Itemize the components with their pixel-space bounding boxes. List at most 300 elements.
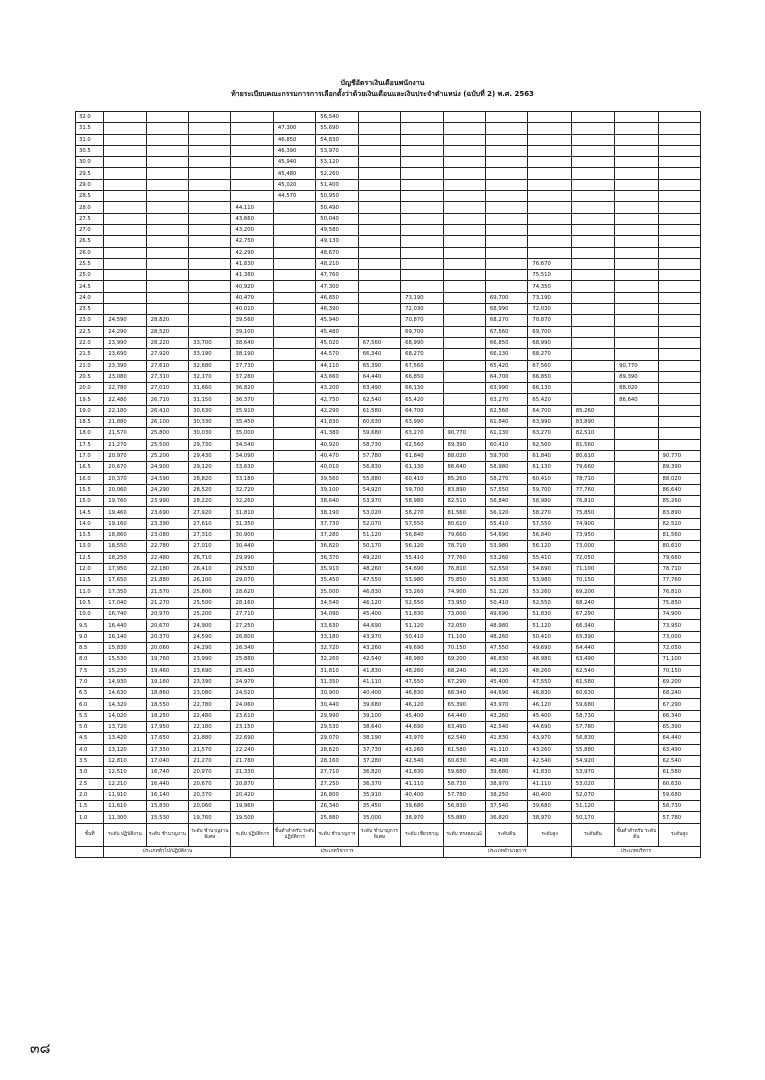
salary-cell: [615, 405, 658, 416]
salary-cell: 63,990: [401, 417, 443, 428]
salary-cell: 71,100: [658, 654, 700, 665]
salary-cell: 68,990: [485, 304, 527, 315]
salary-cell: 22,690: [231, 733, 273, 744]
salary-cell: [443, 236, 485, 247]
table-row: [76, 304, 701, 315]
table-row: [76, 428, 701, 439]
salary-cell: [231, 191, 273, 202]
salary-cell: [231, 123, 273, 134]
salary-cell: 41,830: [528, 767, 571, 778]
salary-cell: 46,830: [401, 688, 443, 699]
salary-cell: 17,650: [146, 733, 188, 744]
salary-cell: 21,270: [189, 755, 231, 766]
salary-cell: 24,290: [189, 642, 231, 653]
salary-cell: [273, 450, 315, 461]
salary-cell: [528, 213, 571, 224]
salary-cell: 46,830: [358, 586, 400, 597]
step-cell: 17.0: [76, 450, 104, 461]
salary-cell: 47,550: [528, 676, 571, 687]
salary-cell: [615, 213, 658, 224]
table-row: [76, 191, 701, 202]
salary-cell: [273, 518, 315, 529]
salary-cell: 68,240: [658, 688, 700, 699]
salary-cell: 68,240: [571, 597, 614, 608]
table-row: [76, 417, 701, 428]
salary-cell: 40,400: [358, 688, 400, 699]
salary-cell: [273, 767, 315, 778]
salary-cell: 59,680: [358, 428, 400, 439]
salary-cell: 68,240: [443, 665, 485, 676]
salary-cell: 17,040: [104, 597, 146, 608]
salary-cell: [615, 473, 658, 484]
table-row: [76, 281, 701, 292]
salary-cell: 70,150: [658, 665, 700, 676]
salary-cell: [443, 304, 485, 315]
salary-cell: [401, 224, 443, 235]
salary-cell: 30,330: [189, 417, 231, 428]
salary-cell: 72,050: [658, 642, 700, 653]
step-cell: 9.0: [76, 631, 104, 642]
salary-cell: 75,510: [528, 270, 571, 281]
salary-cell: 19,460: [104, 507, 146, 518]
salary-cell: 25,500: [189, 597, 231, 608]
salary-cell: 51,120: [358, 529, 400, 540]
column-header: ระดับต้น: [571, 823, 614, 846]
salary-cell: 40,470: [231, 292, 273, 303]
salary-cell: 82,510: [658, 518, 700, 529]
salary-cell: 58,730: [571, 710, 614, 721]
salary-cell: 47,550: [485, 642, 527, 653]
salary-cell: 20,060: [146, 642, 188, 653]
salary-cell: 62,540: [358, 394, 400, 405]
salary-cell: [485, 224, 527, 235]
salary-cell: 28,160: [316, 755, 358, 766]
salary-cell: 90,770: [615, 360, 658, 371]
salary-cell: 11,300: [104, 812, 146, 823]
salary-cell: 69,700: [528, 326, 571, 337]
salary-cell: [571, 360, 614, 371]
salary-cell: [231, 179, 273, 190]
salary-cell: 65,420: [401, 394, 443, 405]
salary-cell: [615, 112, 658, 123]
salary-cell: [615, 134, 658, 145]
salary-cell: 40,470: [316, 450, 358, 461]
salary-cell: [104, 292, 146, 303]
group-director: ประเภทอำนวยการ: [443, 846, 571, 857]
salary-cell: 48,980: [401, 654, 443, 665]
table-row: [76, 609, 701, 620]
salary-cell: [615, 270, 658, 281]
salary-cell: 61,130: [485, 428, 527, 439]
salary-cell: 23,690: [104, 349, 146, 360]
salary-cell: 56,840: [401, 529, 443, 540]
salary-cell: 22,180: [104, 405, 146, 416]
salary-cell: 26,800: [231, 631, 273, 642]
salary-cell: [189, 191, 231, 202]
salary-cell: [658, 168, 700, 179]
salary-cell: [273, 394, 315, 405]
salary-cell: 45,020: [273, 179, 315, 190]
salary-cell: 45,480: [316, 326, 358, 337]
table-row: [76, 541, 701, 552]
salary-cell: 21,880: [189, 733, 231, 744]
salary-cell: [485, 247, 527, 258]
salary-cell: [358, 258, 400, 269]
salary-cell: 36,370: [231, 394, 273, 405]
salary-cell: 81,560: [571, 439, 614, 450]
salary-cell: [571, 224, 614, 235]
salary-cell: 29,530: [231, 563, 273, 574]
salary-cell: [615, 439, 658, 450]
salary-cell: 70,150: [571, 575, 614, 586]
salary-cell: [443, 213, 485, 224]
salary-cell: 45,020: [316, 337, 358, 348]
salary-cell: 34,090: [231, 450, 273, 461]
salary-cell: 28,620: [231, 586, 273, 597]
salary-cell: 58,730: [443, 778, 485, 789]
salary-cell: 42,290: [316, 405, 358, 416]
salary-cell: 43,260: [401, 744, 443, 755]
salary-cell: [104, 191, 146, 202]
salary-cell: 44,690: [358, 620, 400, 631]
document-title: บัญชีอัตราเงินเดือนพนักงาน: [340, 79, 425, 87]
salary-cell: 85,260: [658, 496, 700, 507]
salary-cell: 66,130: [485, 349, 527, 360]
salary-cell: 44,690: [401, 722, 443, 733]
salary-cell: 69,200: [658, 676, 700, 687]
salary-cell: 20,370: [189, 789, 231, 800]
salary-cell: 16,440: [104, 620, 146, 631]
salary-cell: [358, 247, 400, 258]
salary-cell: 27,010: [189, 541, 231, 552]
salary-table-body: [76, 112, 701, 824]
salary-cell: 76,810: [443, 563, 485, 574]
salary-cell: [231, 157, 273, 168]
salary-cell: 38,970: [528, 812, 571, 823]
salary-cell: [615, 326, 658, 337]
salary-cell: 43,200: [231, 224, 273, 235]
salary-cell: [658, 428, 700, 439]
salary-cell: 18,860: [104, 529, 146, 540]
salary-cell: [615, 281, 658, 292]
salary-cell: 73,190: [401, 292, 443, 303]
salary-cell: [485, 157, 527, 168]
salary-cell: [358, 224, 400, 235]
salary-cell: 65,390: [658, 722, 700, 733]
salary-cell: [104, 224, 146, 235]
salary-cell: [273, 439, 315, 450]
salary-cell: 32,720: [316, 642, 358, 653]
salary-cell: 61,580: [358, 405, 400, 416]
salary-cell: 45,400: [358, 609, 400, 620]
salary-cell: 51,120: [401, 620, 443, 631]
salary-cell: 64,440: [358, 371, 400, 382]
column-header: ระดับสูง: [528, 823, 571, 846]
salary-cell: 59,700: [485, 450, 527, 461]
salary-cell: 38,970: [401, 812, 443, 823]
salary-cell: [485, 236, 527, 247]
step-cell: 11.5: [76, 575, 104, 586]
salary-cell: 72,030: [528, 304, 571, 315]
salary-cell: 49,690: [528, 642, 571, 653]
salary-cell: 79,660: [571, 462, 614, 473]
salary-cell: 12,510: [104, 767, 146, 778]
salary-cell: 34,540: [231, 439, 273, 450]
salary-cell: 54,690: [485, 529, 527, 540]
salary-cell: [146, 168, 188, 179]
table-row: [76, 563, 701, 574]
salary-cell: 68,990: [401, 337, 443, 348]
salary-cell: 43,200: [316, 383, 358, 394]
salary-cell: 82,510: [571, 428, 614, 439]
salary-cell: 49,580: [316, 224, 358, 235]
salary-cell: [146, 236, 188, 247]
salary-cell: 18,250: [104, 552, 146, 563]
salary-cell: 30,030: [189, 428, 231, 439]
step-cell: 22.5: [76, 326, 104, 337]
salary-cell: 60,630: [358, 417, 400, 428]
salary-cell: 16,740: [146, 767, 188, 778]
salary-cell: 56,830: [358, 462, 400, 473]
salary-cell: 37,280: [358, 755, 400, 766]
table-row: [76, 112, 701, 123]
salary-cell: [615, 676, 658, 687]
table-row: [76, 473, 701, 484]
salary-cell: 56,120: [401, 541, 443, 552]
salary-cell: [485, 145, 527, 156]
salary-cell: 15,230: [104, 665, 146, 676]
table-row: [76, 157, 701, 168]
salary-cell: 35,910: [358, 789, 400, 800]
salary-cell: 28,820: [146, 315, 188, 326]
salary-cell: 54,830: [316, 134, 358, 145]
salary-cell: 29,530: [316, 722, 358, 733]
salary-cell: [571, 168, 614, 179]
table-row: [76, 767, 701, 778]
salary-cell: 39,680: [528, 801, 571, 812]
table-row: [76, 326, 701, 337]
salary-cell: 83,890: [658, 507, 700, 518]
salary-cell: [273, 575, 315, 586]
salary-cell: 80,610: [658, 541, 700, 552]
salary-cell: [273, 552, 315, 563]
salary-cell: 24,520: [231, 688, 273, 699]
salary-cell: [658, 360, 700, 371]
salary-cell: [189, 213, 231, 224]
salary-cell: [104, 112, 146, 123]
salary-cell: 73,000: [658, 631, 700, 642]
salary-cell: 48,210: [316, 258, 358, 269]
salary-cell: [615, 518, 658, 529]
salary-cell: [358, 145, 400, 156]
table-row: [76, 394, 701, 405]
salary-cell: [528, 191, 571, 202]
salary-cell: [658, 349, 700, 360]
salary-cell: [528, 236, 571, 247]
salary-cell: 82,510: [443, 496, 485, 507]
salary-cell: 78,710: [571, 473, 614, 484]
salary-cell: 74,900: [571, 518, 614, 529]
salary-cell: 55,690: [316, 123, 358, 134]
salary-cell: [615, 710, 658, 721]
salary-cell: 53,970: [571, 767, 614, 778]
salary-cell: [571, 191, 614, 202]
salary-cell: [443, 270, 485, 281]
salary-cell: [104, 258, 146, 269]
salary-cell: 68,990: [528, 337, 571, 348]
salary-cell: [401, 236, 443, 247]
salary-cell: 23,990: [104, 337, 146, 348]
salary-cell: 61,840: [401, 450, 443, 461]
salary-cell: 59,700: [401, 484, 443, 495]
salary-cell: 39,100: [231, 326, 273, 337]
salary-cell: [273, 281, 315, 292]
salary-cell: 17,950: [104, 563, 146, 574]
step-cell: 31.5: [76, 123, 104, 134]
salary-cell: [146, 304, 188, 315]
salary-cell: 55,410: [485, 518, 527, 529]
salary-cell: 16,740: [104, 609, 146, 620]
salary-cell: 70,150: [443, 642, 485, 653]
salary-cell: 26,340: [316, 801, 358, 812]
salary-cell: 21,880: [104, 417, 146, 428]
column-header: ระดับ ทรงคุณวุฒิ: [443, 823, 485, 846]
salary-cell: [615, 812, 658, 823]
salary-cell: 28,620: [316, 744, 358, 755]
salary-cell: 23,080: [146, 529, 188, 540]
salary-cell: 63,490: [358, 383, 400, 394]
salary-cell: 53,120: [316, 157, 358, 168]
salary-cell: 59,680: [443, 767, 485, 778]
salary-cell: 48,260: [485, 631, 527, 642]
step-cell: 26.0: [76, 247, 104, 258]
step-cell: 11.0: [76, 586, 104, 597]
salary-cell: 31,350: [231, 518, 273, 529]
salary-cell: 72,050: [571, 552, 614, 563]
salary-cell: 50,950: [316, 191, 358, 202]
salary-cell: 21,270: [146, 597, 188, 608]
salary-cell: 24,290: [146, 484, 188, 495]
salary-cell: [443, 202, 485, 213]
salary-cell: 36,820: [358, 767, 400, 778]
table-row: [76, 699, 701, 710]
salary-cell: [273, 326, 315, 337]
salary-cell: [615, 642, 658, 653]
salary-cell: [401, 112, 443, 123]
salary-cell: 20,670: [104, 462, 146, 473]
salary-cell: 65,420: [485, 360, 527, 371]
page-number: ๓๘: [30, 1041, 51, 1057]
table-row: [76, 292, 701, 303]
salary-cell: [615, 168, 658, 179]
salary-cell: [658, 236, 700, 247]
step-cell: 8.0: [76, 654, 104, 665]
salary-cell: 26,100: [189, 575, 231, 586]
salary-cell: [189, 315, 231, 326]
salary-cell: 15,530: [104, 654, 146, 665]
salary-cell: 20,970: [189, 767, 231, 778]
salary-cell: 23,610: [231, 710, 273, 721]
salary-cell: 50,410: [528, 631, 571, 642]
salary-cell: [273, 462, 315, 473]
salary-cell: 61,840: [485, 417, 527, 428]
salary-cell: [358, 292, 400, 303]
salary-cell: 75,850: [571, 507, 614, 518]
salary-cell: 40,400: [485, 755, 527, 766]
salary-cell: 88,020: [615, 383, 658, 394]
salary-cell: 70,870: [401, 315, 443, 326]
table-row: [76, 123, 701, 134]
salary-cell: [273, 778, 315, 789]
table-row: [76, 383, 701, 394]
salary-cell: [358, 112, 400, 123]
salary-cell: [273, 337, 315, 348]
salary-cell: 53,020: [358, 507, 400, 518]
salary-cell: 20,060: [189, 801, 231, 812]
step-cell: 13.0: [76, 541, 104, 552]
salary-cell: 58,980: [528, 496, 571, 507]
salary-cell: 63,490: [443, 722, 485, 733]
step-cell: 2.5: [76, 778, 104, 789]
salary-cell: [443, 258, 485, 269]
salary-cell: 23,990: [189, 654, 231, 665]
salary-cell: 77,760: [443, 552, 485, 563]
salary-cell: 66,130: [401, 383, 443, 394]
salary-cell: [231, 145, 273, 156]
salary-cell: 22,780: [146, 541, 188, 552]
salary-cell: [658, 258, 700, 269]
salary-cell: 55,880: [571, 744, 614, 755]
salary-cell: [273, 417, 315, 428]
salary-cell: 63,490: [658, 744, 700, 755]
salary-cell: 79,660: [443, 529, 485, 540]
salary-cell: 50,490: [316, 202, 358, 213]
salary-cell: 67,560: [485, 326, 527, 337]
salary-cell: 15,530: [146, 812, 188, 823]
salary-cell: [443, 292, 485, 303]
salary-cell: 39,680: [485, 767, 527, 778]
salary-cell: 74,900: [443, 586, 485, 597]
salary-cell: 42,750: [231, 236, 273, 247]
salary-cell: 51,830: [401, 609, 443, 620]
salary-cell: [615, 789, 658, 800]
salary-cell: 62,560: [401, 439, 443, 450]
salary-cell: 13,720: [104, 722, 146, 733]
step-cell: 6.0: [76, 699, 104, 710]
salary-cell: 20,670: [146, 620, 188, 631]
salary-cell: 62,540: [443, 733, 485, 744]
salary-cell: [571, 270, 614, 281]
step-cell: 17.5: [76, 439, 104, 450]
salary-cell: 56,120: [485, 507, 527, 518]
salary-cell: 20,670: [189, 778, 231, 789]
salary-cell: 27,250: [316, 778, 358, 789]
salary-cell: [358, 281, 400, 292]
salary-cell: [273, 360, 315, 371]
salary-cell: [615, 236, 658, 247]
salary-cell: [485, 123, 527, 134]
salary-cell: [485, 281, 527, 292]
salary-cell: 42,540: [485, 722, 527, 733]
salary-cell: 90,770: [443, 428, 485, 439]
salary-cell: [658, 315, 700, 326]
salary-cell: [273, 733, 315, 744]
salary-cell: 48,670: [316, 247, 358, 258]
salary-cell: [189, 281, 231, 292]
salary-cell: [146, 123, 188, 134]
step-cell: 19.0: [76, 405, 104, 416]
salary-cell: 50,170: [358, 541, 400, 552]
